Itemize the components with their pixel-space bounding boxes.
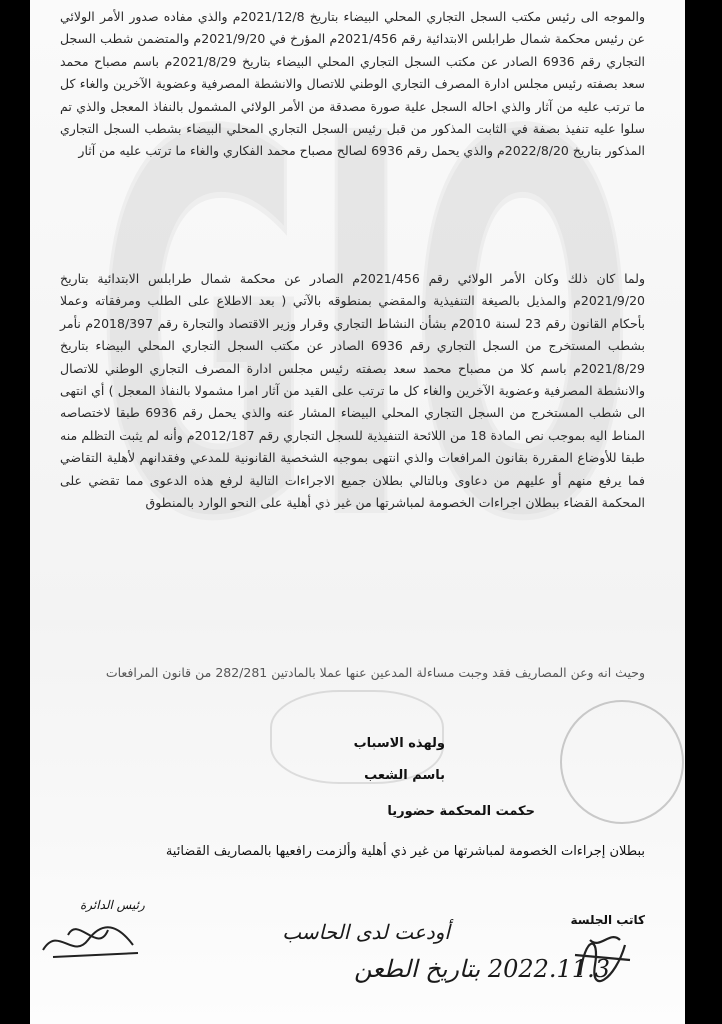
watermark-text: GIO (95, 40, 635, 633)
paragraph-text: ولما كان ذلك وكان الأمر الولائي رقم 2021/456م الصادر عن محكمة شمال طرابلس الابتدائية بتاريخ 2021/9/20م والمذيل بالصيغة التنفيذية والمقضي بمنطوقه بالآتي ( بعد الاطلاع على الطلب ومرفقاته وعملا بأحكام القانون رقم 23 لسنة 2010م بشأن النشاط التجاري وقرار وزير الاقتصاد والتجارة رقم 2018/397م نأمر بشطب المستخرج من السجل التجاري رقم 6936 الصادر عن مكتب السجل التجاري المحلي البيضاء بتاريخ 2021/8/29م باسم كلا من مصباح محمد سعد بصفته رئيس مجلس ادارة المصرف التجاري الوطني للاتصال والانشطة المصرفية وعضوية الآخرين والغاء كل ما ترتب على القيد من آثار امرا مشمولا بالنفاذ المعجل ) أي انتهى الى شطب المستخرج من السجل التجاري المحلي البيضاء المشار عنه والذي يحمل رقم 6936 طبقا لاختصاصه المناط اليه بموجب نص المادة 18 من اللائحة التنفيذية للسجل التجاري رقم 2012/187م وأنه لم يثبت التظلم منه طبقا للأوضاع المقررة بقانون المرافعات والذي انتهى بموجبه الشخصية القانونية للمدعي وفقدانهم لأهلية التقاضي فما يرفع منهم أو عليهم من دعاوى وبالتالي بطلان جميع الاجراءات التالية لرفع هذه الدعوى مما تقضي على المحكمة القضاء ببطلان اجراءات الخصومة لمباشرتها من غير ذي أهلية على النحو الوارد بالمنطوق (60, 271, 645, 511)
body-paragraph-3 (60, 662, 645, 684)
signature-label-session-clerk: كاتب الجلسة (570, 913, 645, 927)
heading-in-name-of-people: باسم الشعب (364, 768, 445, 783)
paragraph-text: والموجه الى رئيس مكتب السجل التجاري المحلي البيضاء بتاريخ 2021/12/8م والذي مفاده صدور الأمر الولائي عن رئيس محكمة شمال طرابلس الابتدائية رقم 2021/456م المؤرخ في 2021/9/20م والمتضمن شطب السجل التجاري رقم 6936 الصادر عن مكتب السجل التجاري المحلي البيضاء بتاريخ 2021/8/29م باسم مصباح محمد سعد بصفته رئيس مجلس ادارة المصرف التجاري الوطني للاتصال والانشطة المصرفية وعضوية الآخرين والغاء كل ما ترتب عليه من آثار والذي احاله السجل علية صورة مصدقة من الأمر الولائي المشمول بالنفاذ المعجل والذي تم سلوا عليه تنفيذ بصفة في الثابت المذكور من قبل رئيس السجل التجاري المحلي البيضاء بشطب السجل التجاري المذكور بتاريخ 2022/8/20م والذي يحمل رقم 6936 لصالح مصباح محمد الفكاري والغاء ما ترتب عليه من آثار (60, 9, 646, 159)
ruling-text: ببطلان إجراءات الخصومة لمباشرتها من غير ذي أهلية وألزمت رافعيها بالمصاريف القضائية (165, 844, 645, 859)
signature-session-clerk (570, 925, 640, 985)
heading-reasons: ولهذه الاسباب (353, 736, 445, 751)
handwritten-deposited: أودعت لدى الحاسب (282, 920, 450, 944)
body-paragraph-1 (60, 6, 645, 163)
court-stamp (560, 700, 684, 824)
handwritten-date: 2022.11.3 بتاريخ الطعن (354, 955, 610, 983)
heading-judgment: حكمت المحكمة حضوريا (387, 804, 535, 819)
signature-circuit-head (38, 905, 148, 965)
signature-label-circuit-head: رئيس الدائرة (80, 898, 145, 912)
document-page (30, 0, 685, 1024)
body-paragraph-2 (60, 268, 645, 514)
paragraph-text: وحيث انه وعن المصاريف فقد وجبت مساءلة المدعين عنها عملا بالمادتين 282/281 من قانون المرافعات (105, 665, 645, 680)
